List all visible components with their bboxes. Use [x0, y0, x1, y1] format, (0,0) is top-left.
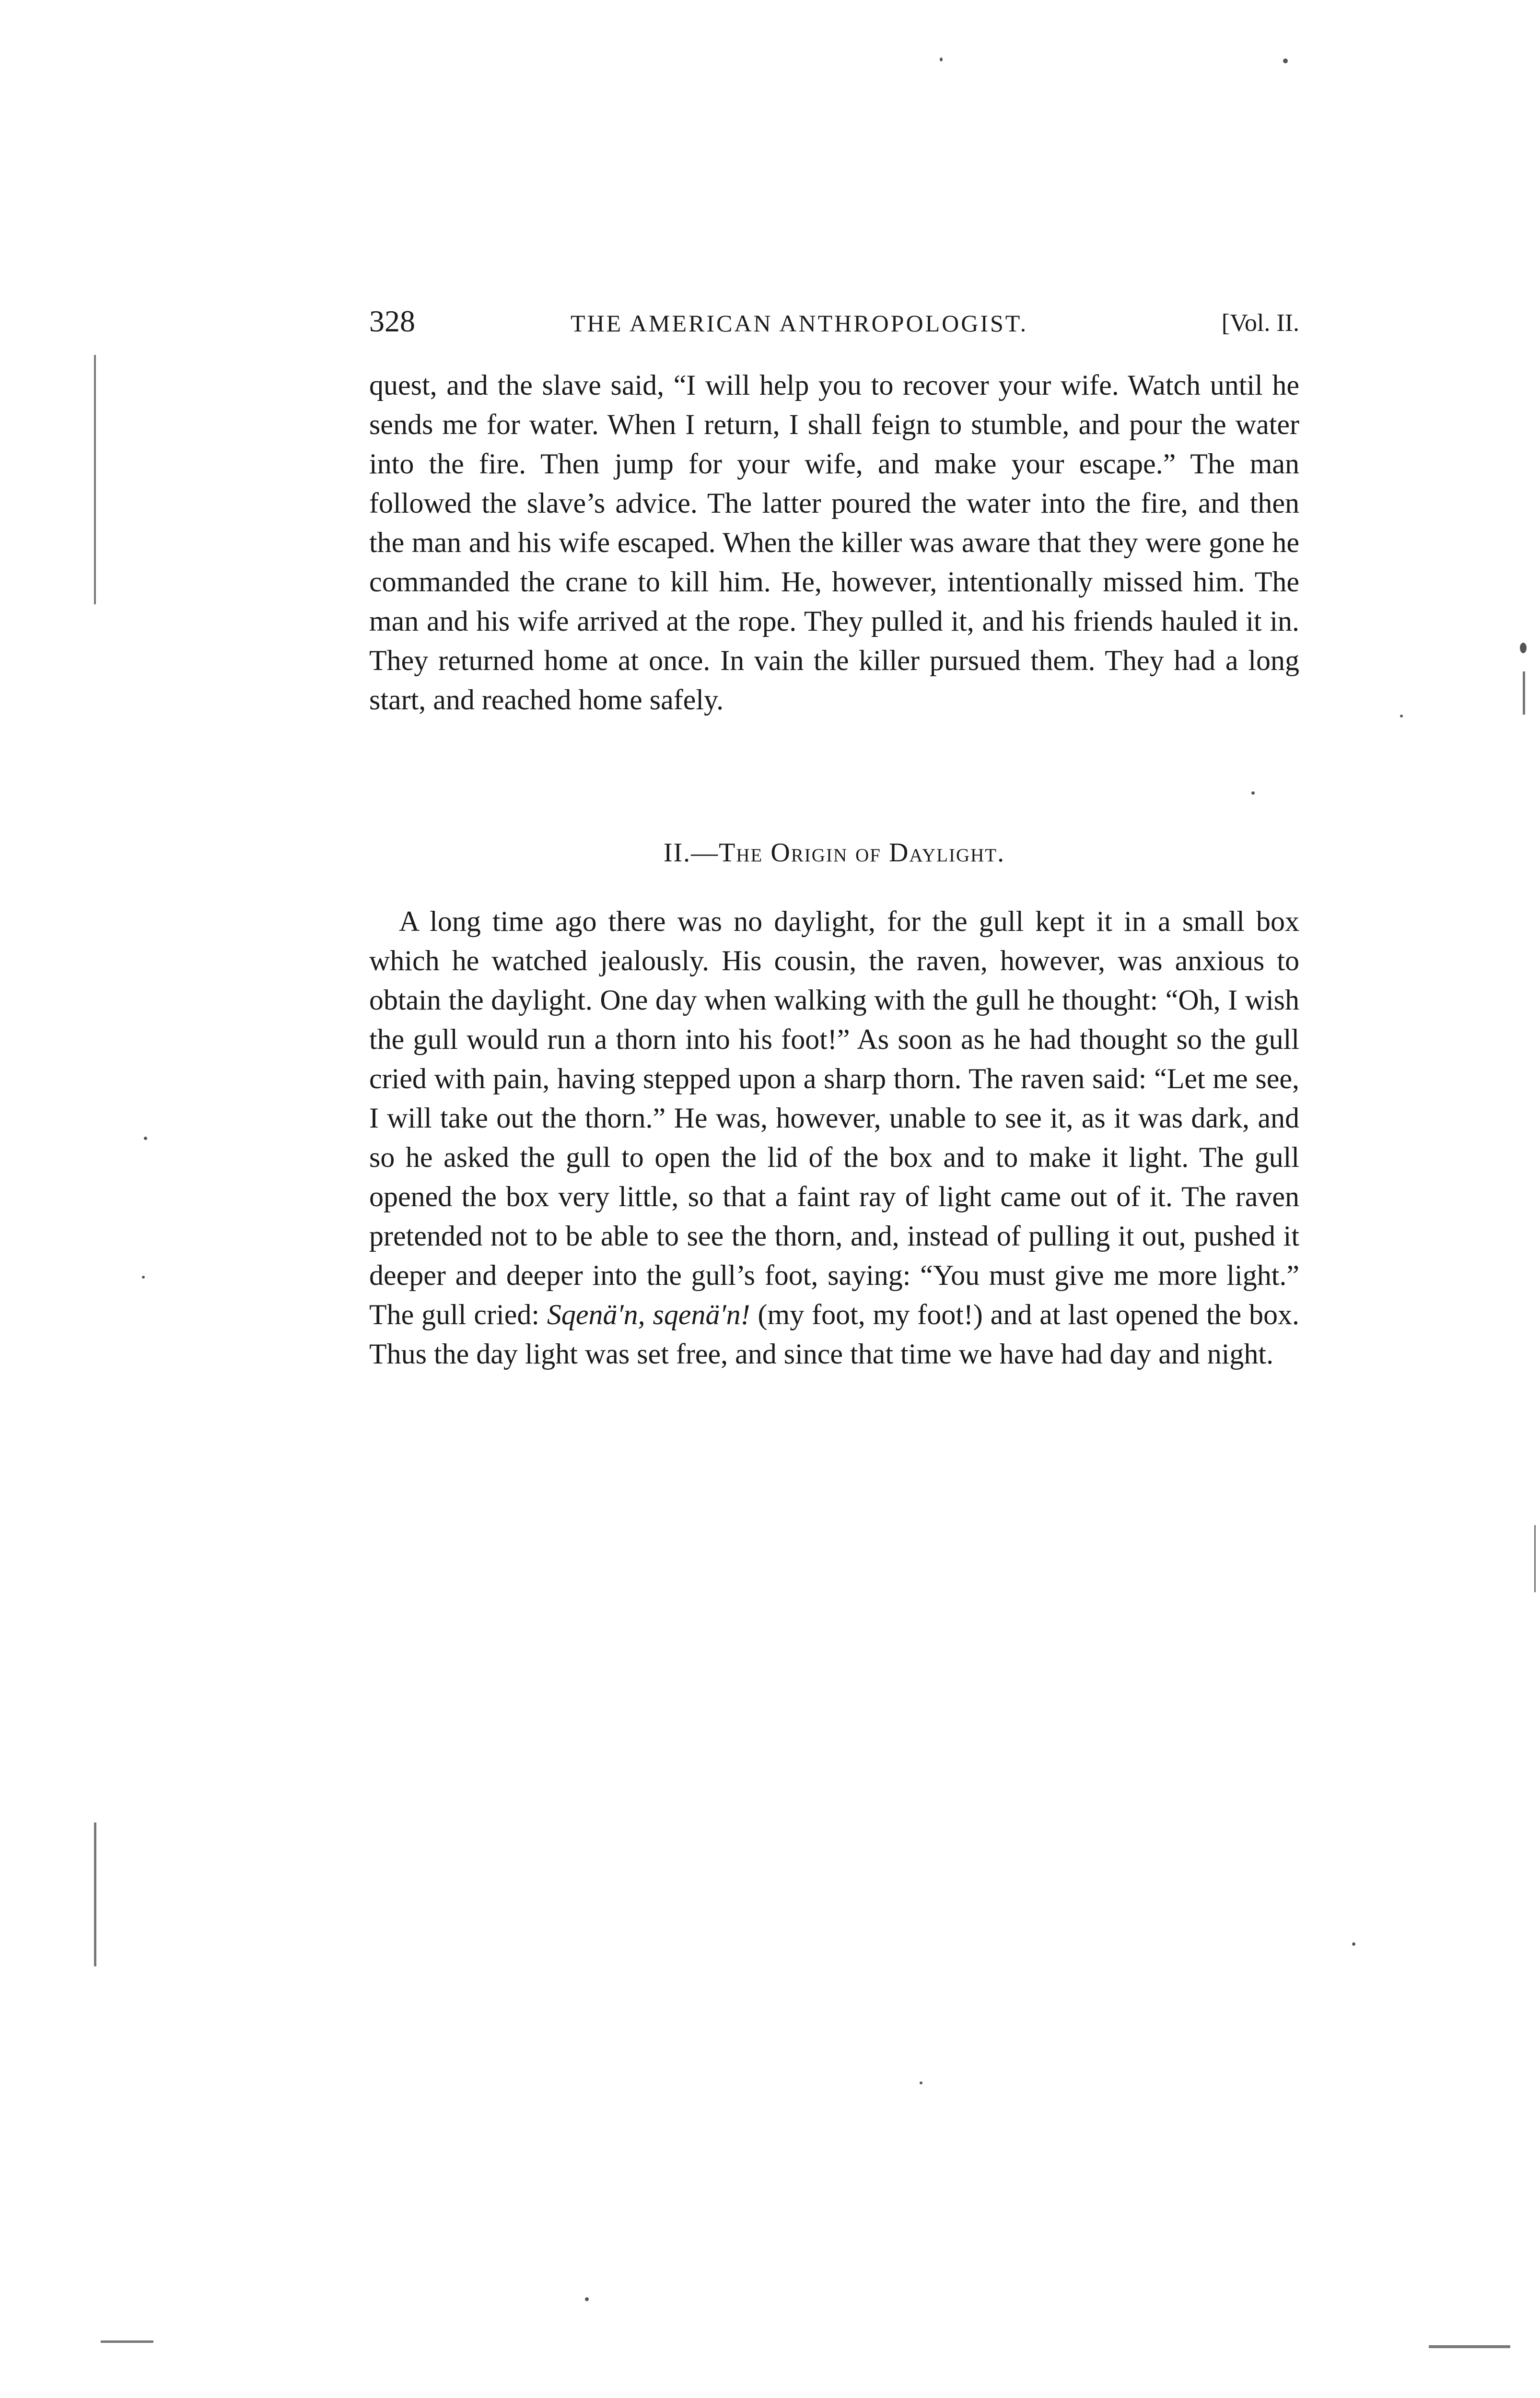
- running-head: [369, 302, 1299, 341]
- journal-title: THE AMERICAN ANTHROPOLOGIST.: [571, 310, 1028, 337]
- scan-speck: [585, 2297, 589, 2301]
- scan-edge-mark: [94, 1822, 96, 1966]
- section-heading: II.—The Origin of Daylight.: [663, 838, 1005, 868]
- paragraph-text: (my foot, my foot!) and at last opened the box. Thus the day light was set free, and since that time we have had day and night.: [369, 1299, 1300, 1370]
- scan-edge-mark: [101, 2340, 153, 2343]
- paragraph-story-ending: quest, and the slave said, “I will help you to recover your wife. Watch until he sends me for water. When I return, I shall feign to stumble, and pour the water into the fire. Then jump for your wife, and make your escape.” The man followed the slave’s advice. The latter poured the water into the fire, and then the man and his wife escaped. When the killer was aware that they were gone he commanded the crane to kill him. He, however, intentionally missed him. The man and his wife arrived at the rope. They pulled it, and his friends hauled it in. They returned home at once. In vain the killer pursued them. They had a long start, and reached home safely.: [369, 369, 1299, 716]
- scan-speck: [1283, 59, 1288, 63]
- scan-speck: [144, 1137, 147, 1140]
- scan-speck: [940, 58, 943, 61]
- scan-speck: [1400, 715, 1403, 717]
- scan-speck: [142, 1276, 145, 1279]
- paragraph-text: A long time ago there was no daylight, for the gull kept it in a small box which he watched jealously. His cousin, the raven, however, was anxious to obtain the daylight. One day when walking with the gull he thought: “Oh, I wish the gull would run a thorn into his foot!” As soon as he had thought so the gull cried with pain, having stepped upon a sharp thorn. The raven said: “Let me see, I will take out the thorn.” He was, however, unable to see it, as it was dark, and so he asked the gull to open the lid of the box and to make it light. The gull opened the box very little, so that a faint ray of light came out of it. The raven pretended not to be able to see the thorn, and, instead of pulling it out, pushed it deeper and deeper into the gull’s foot, saying: “You must give me more light.” The gull cried:: [369, 905, 1299, 1330]
- scan-speck: [1352, 1942, 1355, 1946]
- scan-speck: [1251, 791, 1255, 795]
- page-number: 328: [369, 304, 415, 338]
- scan-speck: [920, 2081, 922, 2084]
- volume-label: [Vol. II.: [1221, 309, 1299, 337]
- scan-edge-mark: [1429, 2345, 1510, 2348]
- native-phrase: Sqenä′n, sqenä′n!: [547, 1299, 750, 1330]
- scan-edge-mark: [1534, 1525, 1536, 1592]
- scan-speck: [1520, 643, 1527, 653]
- scan-edge-mark: [1523, 671, 1525, 715]
- scan-edge-mark: [94, 355, 96, 604]
- paragraph-origin-of-daylight: [369, 902, 1299, 1374]
